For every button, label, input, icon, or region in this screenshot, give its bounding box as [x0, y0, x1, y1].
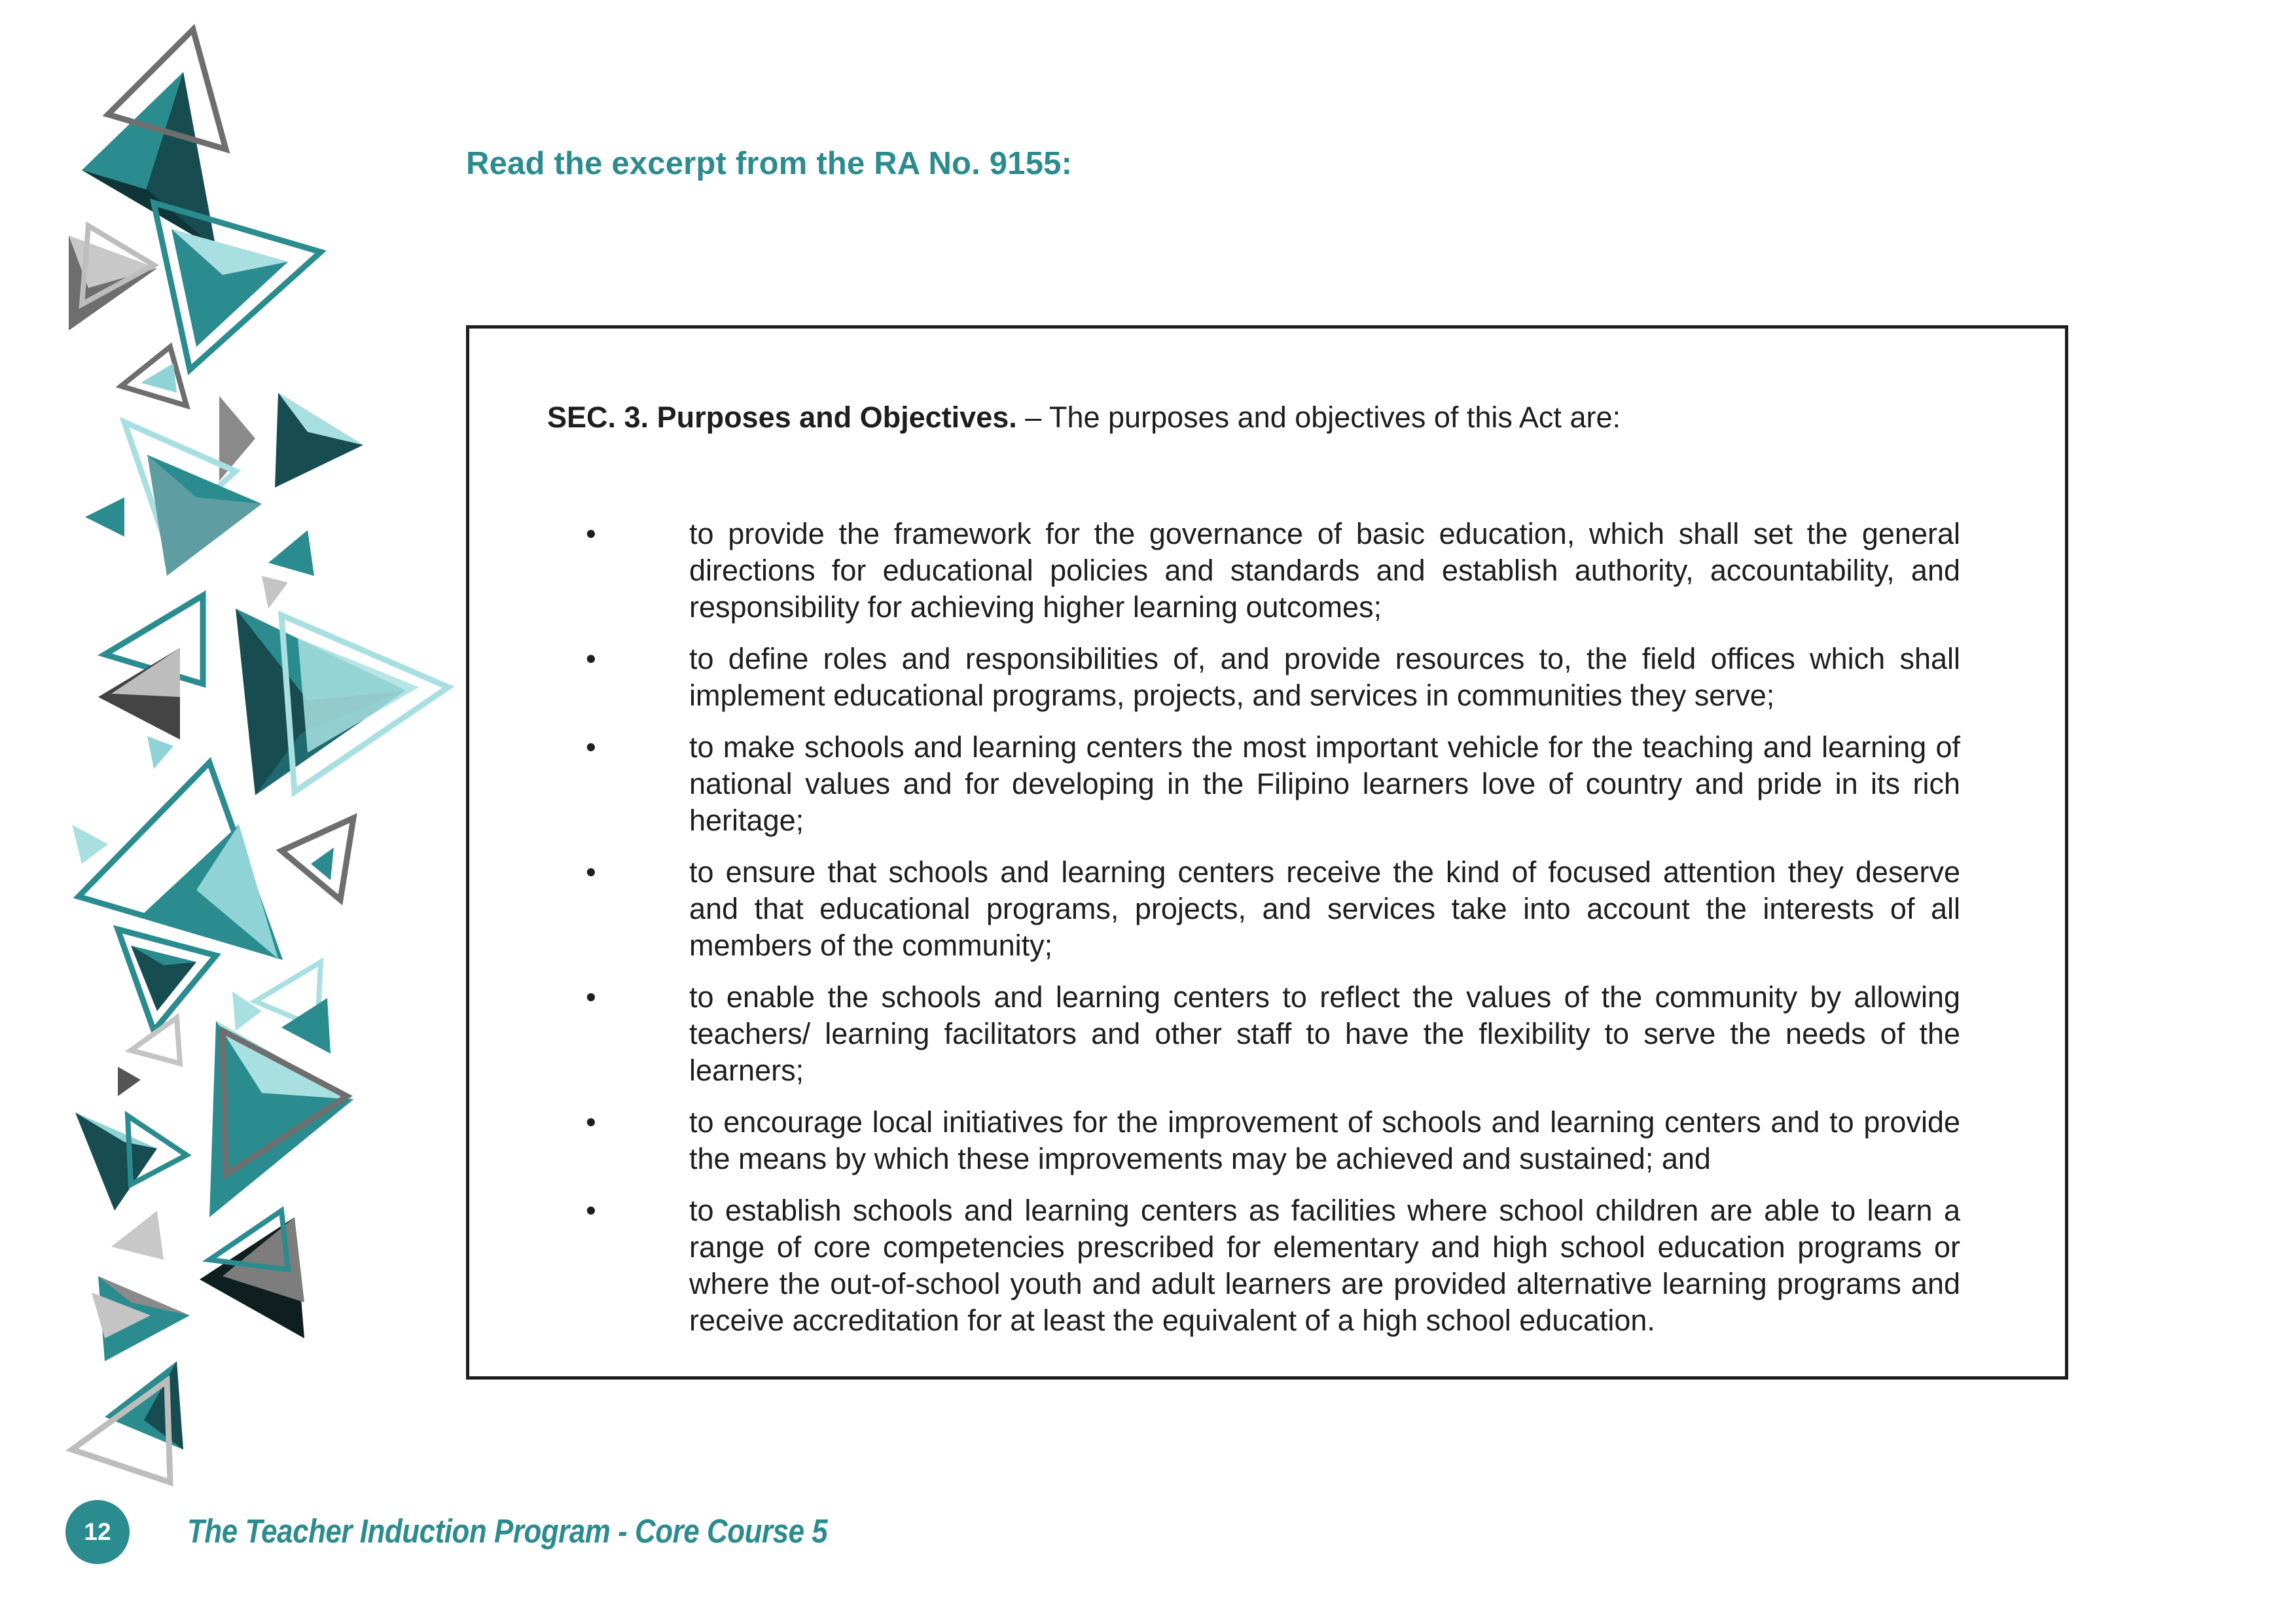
bullet-icon: • — [586, 1194, 596, 1227]
list-item — [586, 641, 1960, 714]
list-item — [586, 1192, 1960, 1339]
section-title: SEC. 3. Purposes and Objectives. — [547, 401, 1017, 434]
excerpt-box — [466, 325, 2068, 1380]
list-item — [586, 516, 1960, 626]
list-item — [586, 729, 1960, 839]
bullet-icon: • — [586, 642, 596, 675]
section-heading — [547, 399, 1621, 436]
bullet-icon: • — [586, 730, 596, 764]
list-item — [586, 979, 1960, 1089]
list-item-text: to ensure that schools and learning centers receive the kind of focused attention they deserve and that educational programs, projects, and services take into account the interests of all members of the community; — [689, 855, 1960, 962]
footer-title: The Teacher Induction Program - Core Course 5 — [187, 1512, 828, 1550]
section-intro: – The purposes and objectives of this Act are: — [1016, 401, 1621, 434]
list-item-text: to provide the framework for the governance of basic education, which shall set the general directions for educational policies and standards and establish authority, accountability, and responsibility for achieving higher learning outcomes; — [689, 517, 1960, 624]
bullet-icon: • — [586, 855, 596, 889]
list-item — [586, 1104, 1960, 1177]
list-item-text: to define roles and responsibilities of, and provide resources to, the field offices which shall implement educational programs, projects, and services in communities they serve; — [689, 642, 1960, 712]
list-item-text: to establish schools and learning centers as facilities where school children are able to learn a range of core competencies prescribed for elementary and high school education programs or where the out-of-school youth and adult learners are provided alternative learning programs and receive accreditation for at least the equivalent of a high school education. — [689, 1194, 1960, 1337]
page-number-badge: 12 — [65, 1500, 130, 1564]
objectives-list — [586, 516, 1960, 1354]
list-item — [586, 854, 1960, 964]
bullet-icon: • — [586, 1105, 596, 1139]
list-item-text: to enable the schools and learning centers to reflect the values of the community by allowing teachers/ learning facilitators and other staff to have the flexibility to serve the needs of the learners; — [689, 980, 1960, 1087]
bullet-icon: • — [586, 517, 596, 550]
page-heading: Read the excerpt from the RA No. 9155: — [466, 146, 1073, 181]
list-item-text: to encourage local initiatives for the improvement of schools and learning centers and to provide the means by which these improvements may be achieved and sustained; and — [689, 1105, 1960, 1175]
list-item-text: to make schools and learning centers the most important vehicle for the teaching and learning of national values and for developing in the Filipino learners love of country and pride in its rich heritage; — [689, 730, 1960, 837]
bullet-icon: • — [586, 980, 596, 1014]
decorative-triangles — [0, 0, 471, 1525]
